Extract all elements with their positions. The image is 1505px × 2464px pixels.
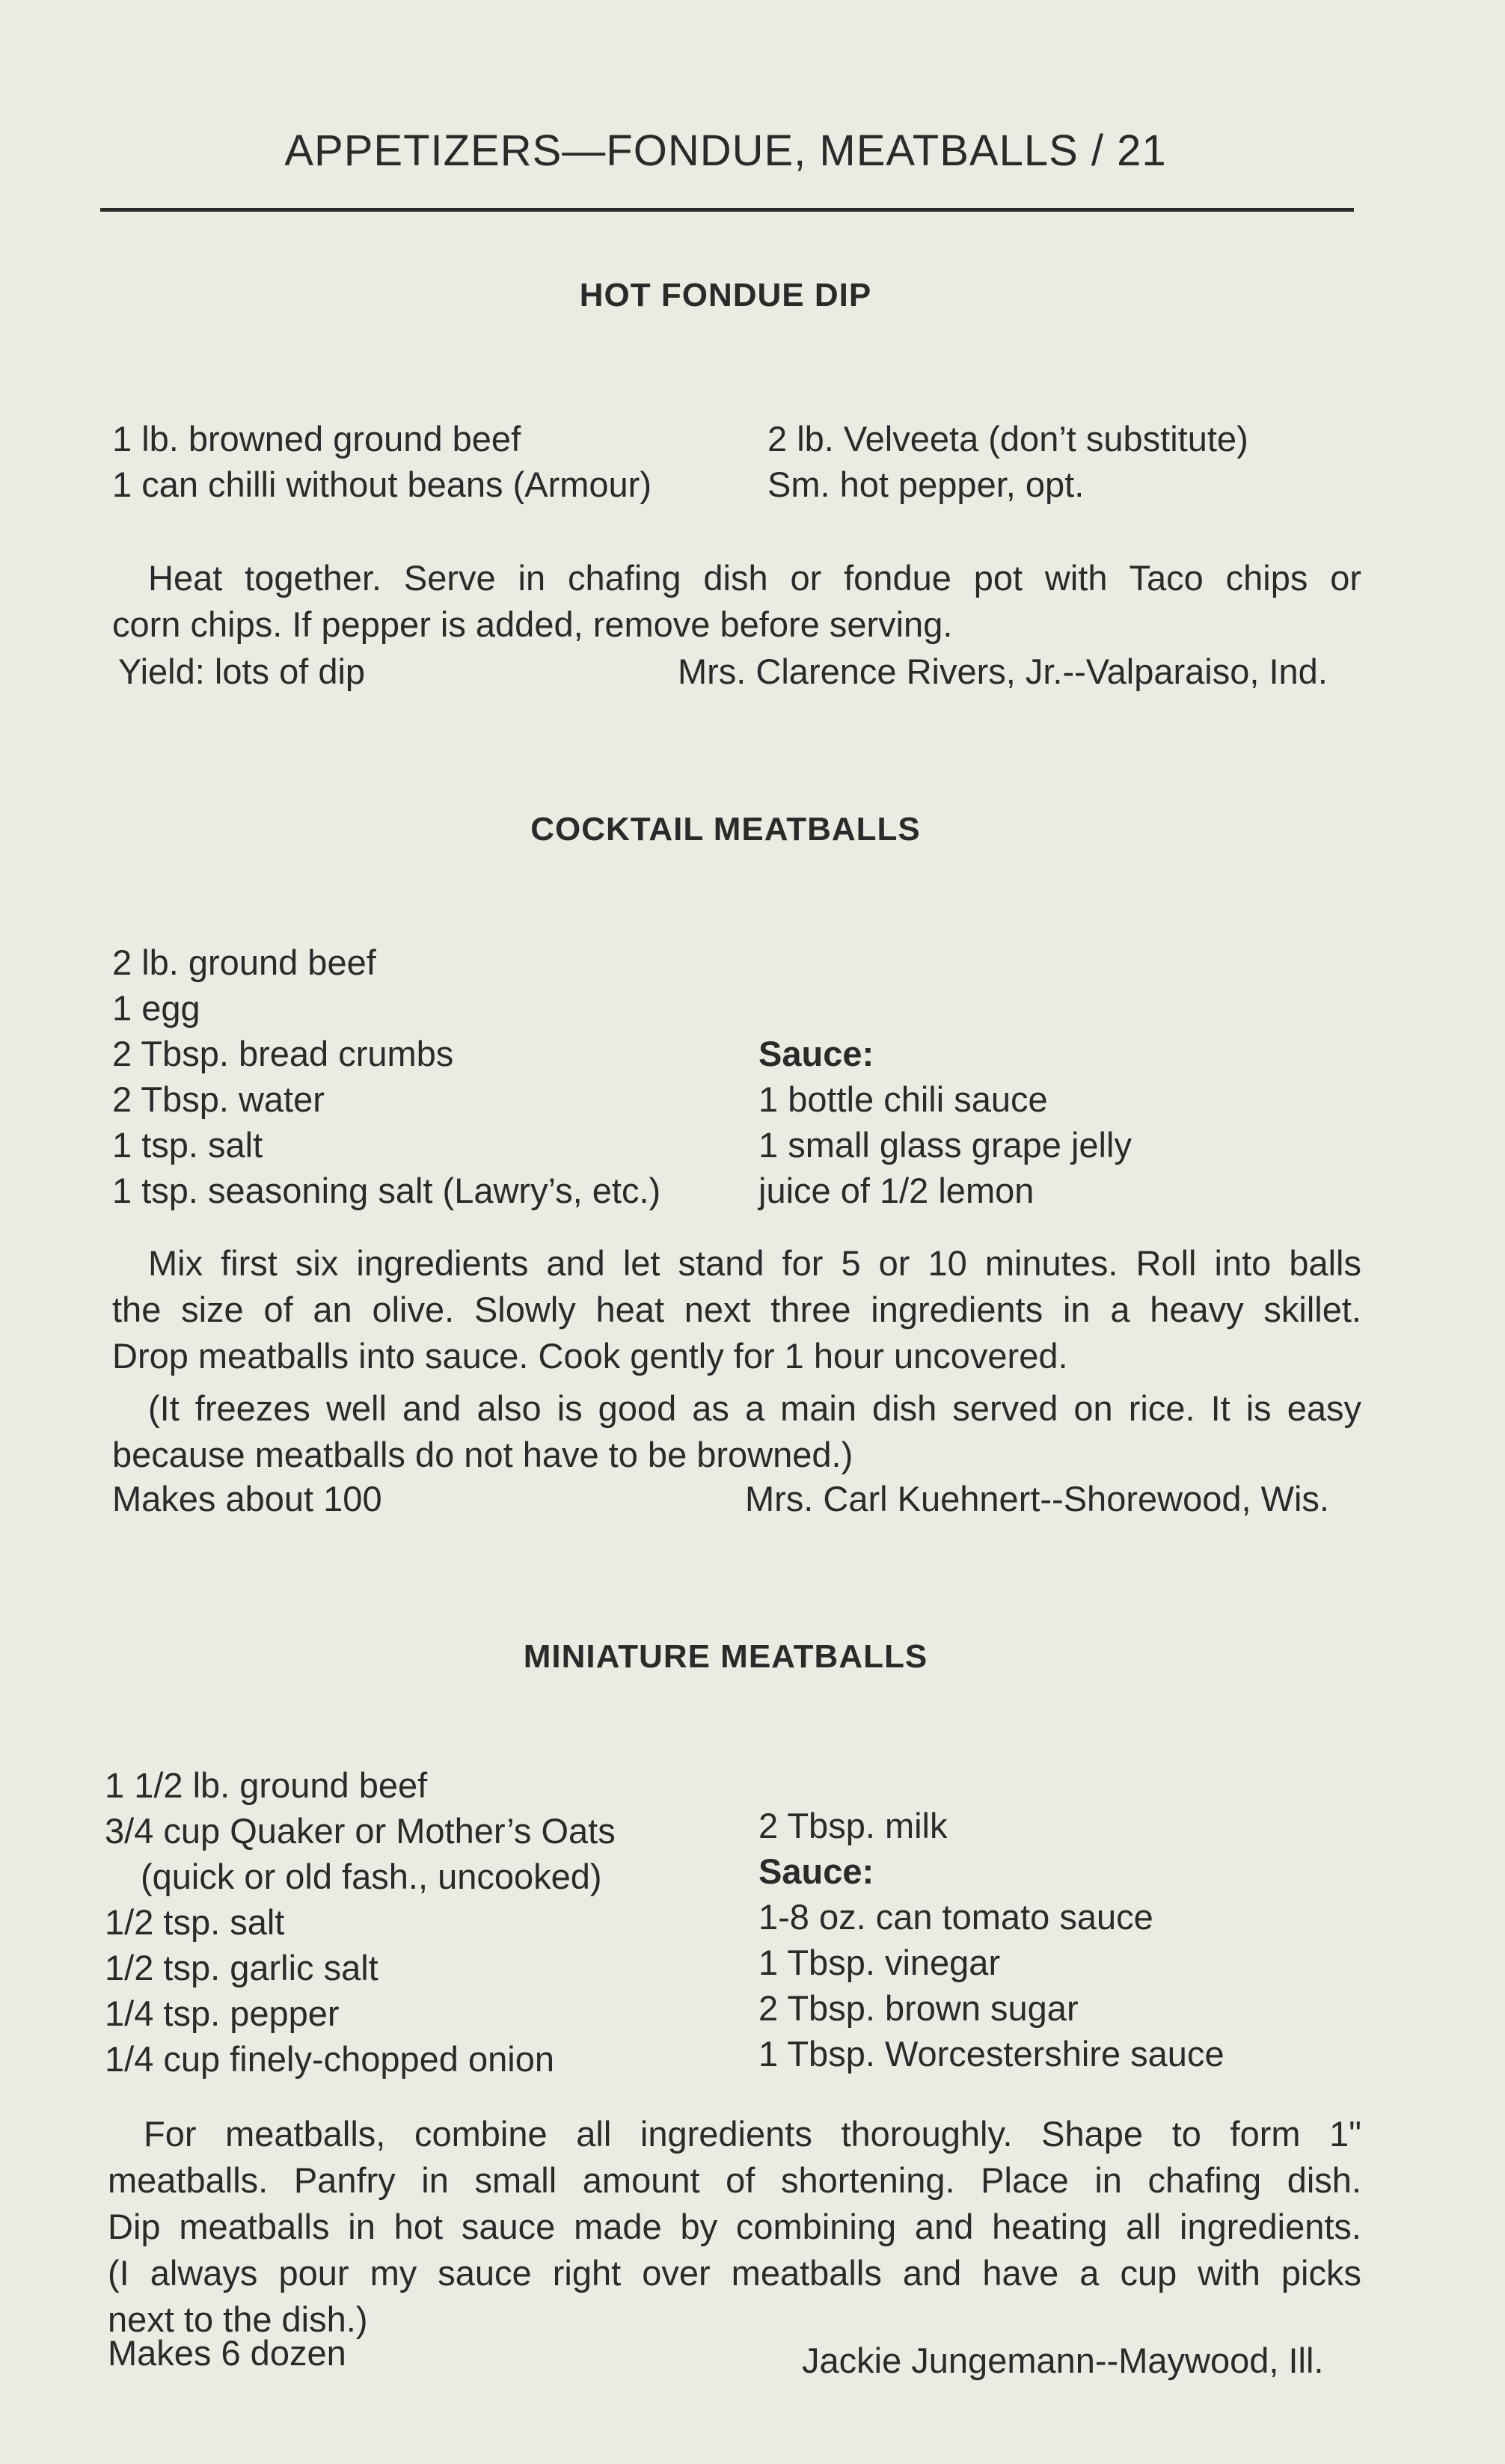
ingredient: 1/2 tsp. salt <box>105 1902 285 1942</box>
ingredient: 1 egg <box>112 988 200 1028</box>
ingredient: 2 lb. ground beef <box>112 943 376 982</box>
ingredient: 2 Tbsp. bread crumbs <box>112 1034 454 1073</box>
recipe3-ingredients-right <box>758 1803 1224 2077</box>
sauce-label: Sauce: <box>758 1851 874 1891</box>
recipe2-sauce <box>758 1031 1132 1213</box>
recipe1-author: Mrs. Clarence Rivers, Jr.--Valparaiso, Ind. <box>678 652 1328 691</box>
recipe2-note <box>112 1385 1361 1478</box>
recipe3-yield: Makes 6 dozen <box>108 2333 346 2373</box>
sauce-label: Sauce: <box>758 1034 874 1073</box>
ingredient: 2 lb. Velveeta (don’t substitute) <box>767 419 1248 459</box>
ingredient: 1-8 oz. can tomato sauce <box>758 1897 1153 1937</box>
ingredient: 1 1/2 lb. ground beef <box>105 1765 428 1805</box>
page-header: APPETIZERS—FONDUE, MEATBALLS / 21 <box>284 126 1167 175</box>
direction-line: corn chips. If pepper is added, remove before serving. <box>112 604 953 644</box>
ingredient: 1 Tbsp. vinegar <box>758 1943 1001 1982</box>
direction-line: the size of an olive. Slowly heat next three ingredients in a heavy skillet. <box>112 1290 1361 1329</box>
direction-line: (I always pour my sauce right over meatballs and have a cup with picks <box>108 2253 1361 2293</box>
ingredient: 1 lb. browned ground beef <box>112 419 521 459</box>
recipe1-directions <box>112 555 1361 648</box>
recipe-title-cocktail-meatballs: COCKTAIL MEATBALLS <box>530 811 921 848</box>
direction-line: Heat together. Serve in chafing dish or fondue pot with Taco chips or <box>148 558 1361 598</box>
recipe3-author: Jackie Jungemann--Maywood, Ill. <box>802 2341 1324 2380</box>
ingredient: 1/4 tsp. pepper <box>105 1993 340 2033</box>
recipe2-yield: Makes about 100 <box>112 1479 382 1518</box>
note-line: because meatballs do not have to be browned.) <box>112 1435 853 1474</box>
recipe2-directions <box>112 1240 1361 1379</box>
recipe3-ingredients-left <box>105 1762 616 2082</box>
ingredient: 1 small glass grape jelly <box>758 1125 1132 1165</box>
ingredient: 1 Tbsp. Worcestershire sauce <box>758 2034 1224 2074</box>
recipe1-yield: Yield: lots of dip <box>118 652 366 691</box>
direction-line: next to the dish.) <box>108 2299 368 2339</box>
recipe2-author: Mrs. Carl Kuehnert--Shorewood, Wis. <box>745 1479 1329 1518</box>
direction-line: Mix first six ingredients and let stand for 5 or 10 minutes. Roll into balls <box>148 1243 1361 1283</box>
header-rule <box>100 208 1354 212</box>
direction-line: Dip meatballs in hot sauce made by combining and heating all ingredients. <box>108 2207 1361 2246</box>
ingredient: 1 tsp. seasoning salt (Lawry’s, etc.) <box>112 1171 661 1210</box>
recipe1-ingredients-left <box>112 416 652 507</box>
direction-line: Drop meatballs into sauce. Cook gently for 1 hour uncovered. <box>112 1336 1068 1376</box>
ingredient: 1/2 tsp. garlic salt <box>105 1948 378 1988</box>
ingredient: 1 bottle chili sauce <box>758 1079 1048 1119</box>
ingredient: 2 Tbsp. water <box>112 1079 325 1119</box>
note-line: (It freezes well and also is good as a main dish served on rice. It is easy <box>148 1388 1361 1428</box>
ingredient: 1 can chilli without beans (Armour) <box>112 465 652 504</box>
ingredient: 2 Tbsp. milk <box>758 1806 948 1845</box>
ingredient: 3/4 cup Quaker or Mother’s Oats <box>105 1811 616 1851</box>
ingredient: juice of 1/2 lemon <box>758 1171 1035 1210</box>
recipe1-ingredients-right <box>767 416 1248 507</box>
recipe-title-miniature-meatballs: MINIATURE MEATBALLS <box>523 1638 928 1675</box>
ingredient: 1/4 cup finely-chopped onion <box>105 2039 554 2079</box>
ingredient: (quick or old fash., uncooked) <box>141 1857 602 1896</box>
direction-line: meatballs. Panfry in small amount of shortening. Place in chafing dish. <box>108 2160 1361 2200</box>
ingredient: 2 Tbsp. brown sugar <box>758 1988 1079 2028</box>
recipe2-ingredients-left <box>112 940 660 1213</box>
ingredient: 1 tsp. salt <box>112 1125 263 1165</box>
recipe-title-hot-fondue-dip: HOT FONDUE DIP <box>579 277 872 313</box>
recipe3-directions <box>108 2111 1361 2343</box>
direction-line: For meatballs, combine all ingredients thoroughly. Shape to form 1" <box>144 2114 1361 2154</box>
ingredient: Sm. hot pepper, opt. <box>767 465 1085 504</box>
